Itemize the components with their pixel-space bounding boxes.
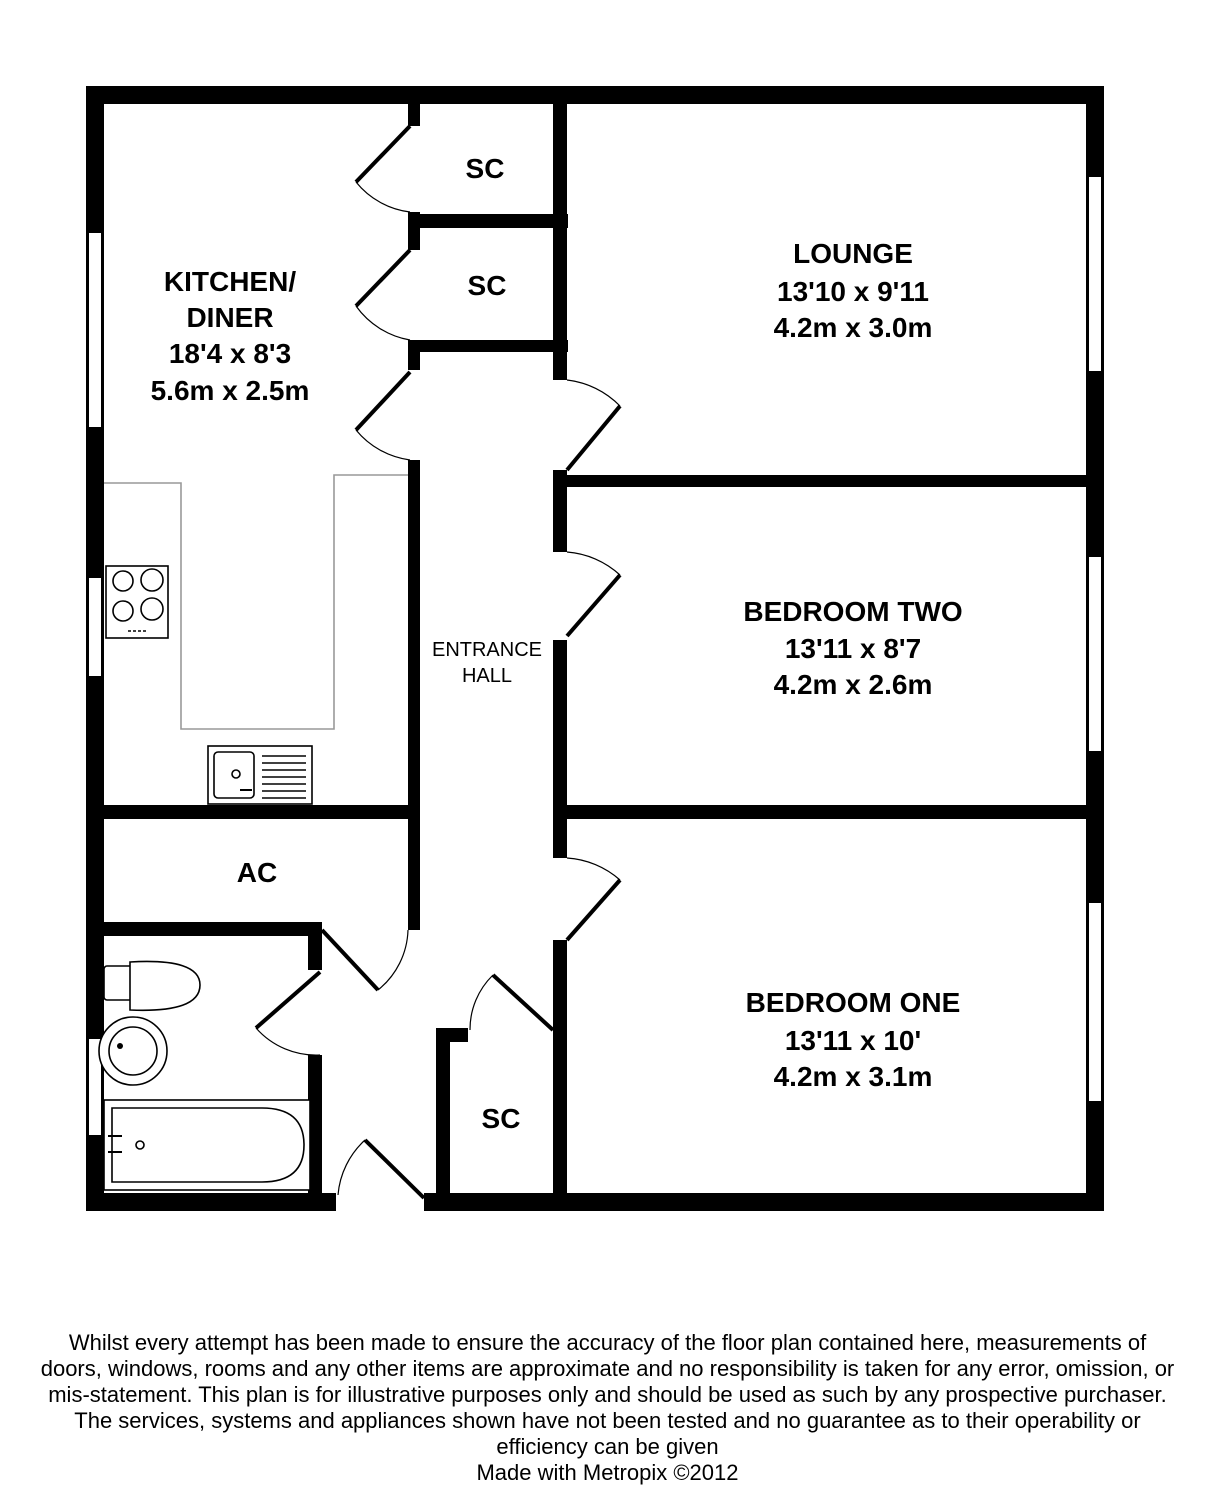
washbasin-icon: [99, 1017, 167, 1085]
bedroom-two-size-imperial: 13'11 x 8'7: [784, 633, 922, 664]
window-lounge: [1088, 176, 1102, 372]
bedroom-two-name: BEDROOM TWO: [743, 596, 963, 627]
lounge-size-imperial: 13'10 x 9'11: [777, 276, 929, 307]
bedroom-one-name: BEDROOM ONE: [745, 987, 961, 1018]
bathroom-fixtures: [99, 961, 310, 1190]
sink-icon: [208, 746, 312, 804]
bath-icon: [104, 1100, 310, 1190]
bedroom-one-size-imperial: 13'11 x 10': [784, 1025, 922, 1056]
hall-name-line2: HALL: [461, 665, 513, 687]
window-kitchen-lower: [88, 577, 102, 677]
disclaimer-block: [40, 1330, 1175, 1486]
hob-icon: [106, 566, 168, 638]
window-bedroom-one: [1088, 902, 1102, 1102]
credit-text: Made with Metropix ©2012: [476, 1460, 739, 1485]
kitchen-name-line2: DINER: [186, 302, 274, 333]
bedroom-one-size-metric: 4.2m x 3.1m: [773, 1061, 933, 1092]
cupboard-2-label: SC: [467, 270, 507, 301]
window-kitchen-upper: [88, 232, 102, 428]
kitchen-fixtures: [104, 475, 408, 804]
kitchen-name-line1: KITCHEN/: [163, 266, 297, 297]
bedroom-two-size-metric: 4.2m x 2.6m: [773, 669, 933, 700]
hall-name-line1: ENTRANCE: [431, 639, 543, 661]
disclaimer-text: Whilst every attempt has been made to ensure the accuracy of the floor plan contained here, measurements of doors, windows, rooms and any other items are approximate and no responsibility is taken for any error, omission, or mis-statement. This plan is for illustrative purposes only and should be used as such by any prospective purchaser. The services, systems and appliances shown have not been tested and no guarantee as to their operability or efficiency can be given: [40, 1330, 1175, 1459]
lounge-size-metric: 4.2m x 3.0m: [773, 312, 933, 343]
airing-cupboard-label: AC: [236, 857, 278, 888]
window-bedroom-two: [1088, 556, 1102, 752]
external-walls: [86, 86, 1104, 1211]
cupboard-1-label: SC: [465, 153, 505, 184]
kitchen-size-imperial: 18'4 x 8'3: [168, 338, 292, 369]
toilet-icon: [104, 961, 200, 1010]
cupboard-3-label: SC: [481, 1103, 521, 1134]
kitchen-size-metric: 5.6m x 2.5m: [150, 375, 310, 406]
lounge-name: LOUNGE: [793, 238, 913, 269]
